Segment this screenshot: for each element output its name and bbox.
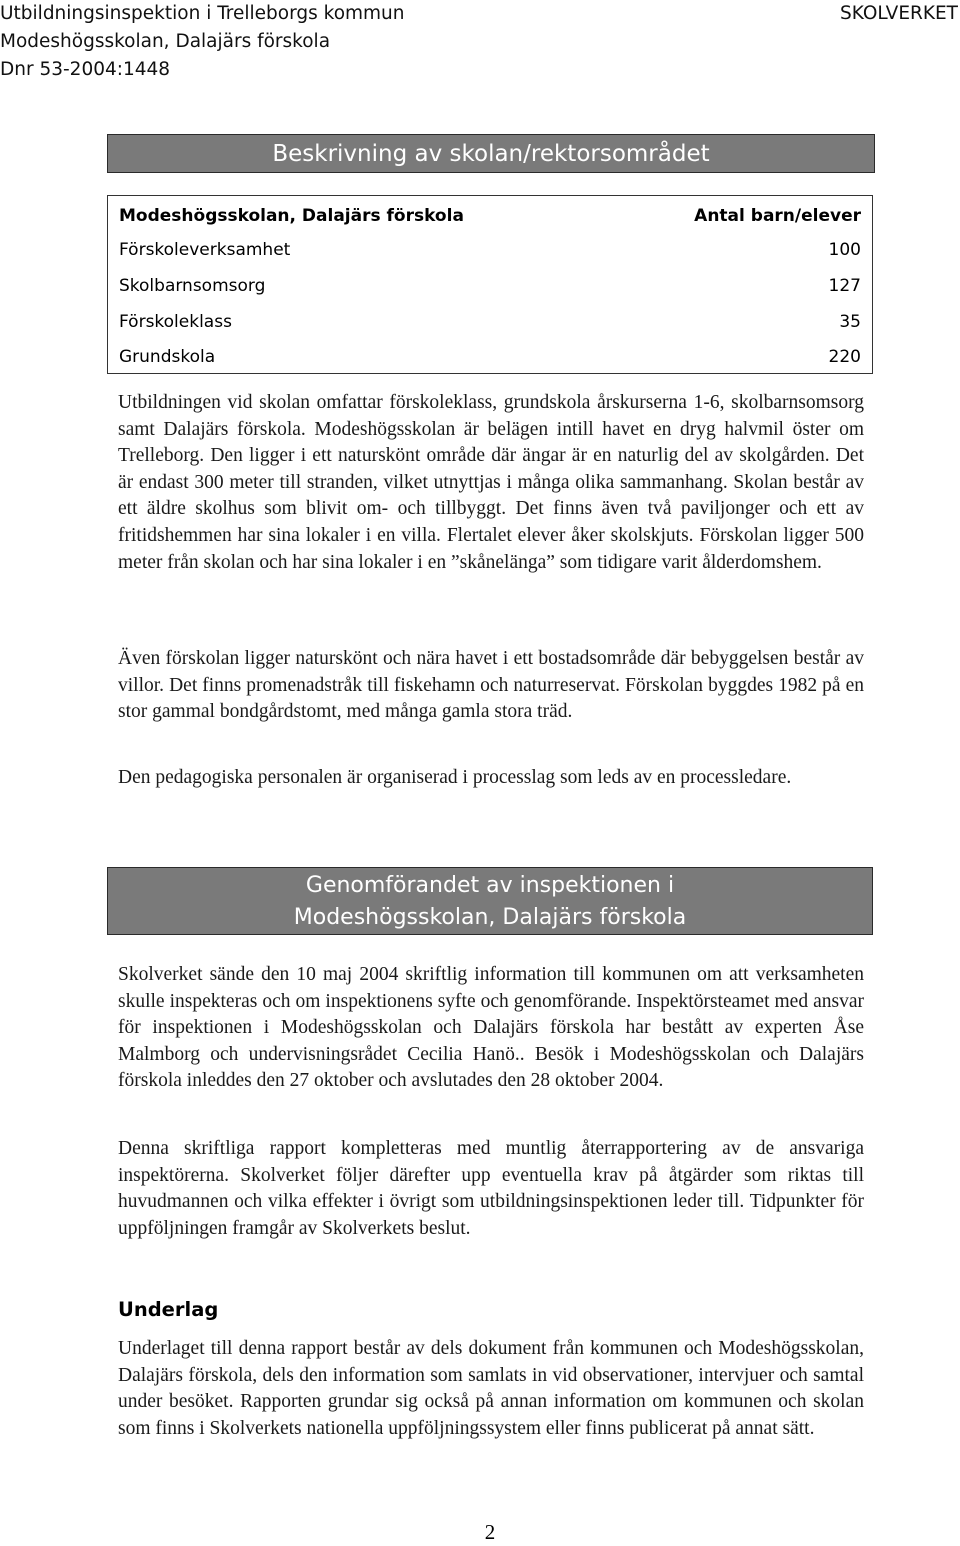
header-line-dnr: Dnr 53-2004:1448: [0, 59, 171, 80]
facts-row: [119, 238, 861, 262]
facts-row-label: Skolbarnsomsorg: [119, 276, 266, 296]
section-title-line: Modeshögsskolan, Dalajärs förskola: [293, 905, 687, 930]
header-line-school: Modeshögsskolan, Dalajärs förskola: [0, 31, 331, 52]
implementation-paragraph: Denna skriftliga rapport kompletteras med muntlig återrapportering av de ansvariga inspektörerna. Skolverket följer därefter upp eventuella krav på åtgärder som riktas till huvudmannen och vilka effekter i övrigt som utbildningsinspektionen leder till. Tidpunkter för uppföljningen framgår av Skolverkets beslut.: [118, 1138, 864, 1239]
agency-name: SKOLVERKET: [839, 3, 958, 24]
description-paragraph: Även förskolan ligger naturskönt och nära havet i ett bostadsområde där bebyggelsen består av villor. Det finns promenadstråk till fiskehamn och naturreservat. Förskolan byggdes 1982 på en stor gammal bondgårdstomt, med många gamla stora träd.: [118, 648, 864, 723]
description-paragraph: Den pedagogiska personalen är organiserad i processlag som leds av en processledare.: [118, 767, 792, 788]
underlag-paragraph: Underlaget till denna rapport består av dels dokument från kommunen och Modeshögsskolan, Dalajärs förskola, dels den information som samlats in vid observationer, intervjuer och samtal under besöket. Rapporten grundar sig också på annan information om kommunen och skolan som finns i Skolverkets nationella uppföljningssystem eller finns publicerat på annat sätt.: [118, 1338, 864, 1439]
facts-table: [107, 195, 873, 374]
facts-row-value: 100: [828, 240, 861, 260]
underlag-heading: Underlag: [118, 1298, 219, 1321]
section-title-description: Beskrivning av skolan/rektorsområdet: [107, 134, 875, 173]
section-title-implementation: [107, 867, 873, 935]
facts-row-label: Grundskola: [119, 347, 216, 367]
facts-row-value: 127: [828, 276, 861, 296]
facts-row: [119, 345, 861, 369]
facts-row-label: Förskoleverksamhet: [119, 240, 291, 260]
facts-school-name: Modeshögsskolan, Dalajärs förskola: [119, 206, 464, 226]
facts-row: [119, 310, 861, 334]
facts-column-header: Antal barn/elever: [694, 206, 861, 226]
facts-header-row: [119, 204, 861, 228]
header-line-inspection: Utbildningsinspektion i Trelleborgs kommun: [0, 3, 405, 24]
facts-row-value: 220: [828, 347, 861, 367]
description-paragraph: Utbildningen vid skolan omfattar förskoleklass, grundskola årskurserna 1-6, skolbarnsomsorg samt Dalajärs förskola. Modeshögsskolan är belägen intill havet en dryg halvmil öster om Trelleborg. Den ligger i ett naturskönt område där ängar är en naturlig del av skolgården. Det är endast 300 meter till stranden, vilket utnyttjas i många olika sammanhang. Skolan består av ett äldre skolhus som blivit om- och tillbyggt. Det finns även två paviljonger och ett av fritidshemmen har sina lokaler i en villa. Flertalet elever åker skolskjuts. Förskolan ligger 500 meter från skolan och har sina lokaler i en ”skånelänga” som tidigare varit ålderdomshem.: [118, 392, 864, 573]
facts-row-value: 35: [839, 312, 861, 332]
implementation-paragraph: Skolverket sände den 10 maj 2004 skriftlig information till kommunen om att verksamheten skulle inspekteras och om inspektionens syfte och genomförande. Inspektörsteamet med ansvar för inspektionen i Modeshögsskolan och Dalajärs förskola har bestått av experten Åse Malmborg och undervisningsrådet Cecilia Hanö.. Besök i Modeshögsskolan och Dalajärs förskola inleddes den 27 oktober och avslutades den 28 oktober 2004.: [118, 964, 864, 1092]
page-number: 2: [484, 1520, 496, 1544]
facts-row: [119, 274, 861, 298]
document-header: [0, 0, 405, 84]
section-title-line: Genomförandet av inspektionen i: [305, 873, 675, 898]
facts-row-label: Förskoleklass: [119, 312, 232, 332]
